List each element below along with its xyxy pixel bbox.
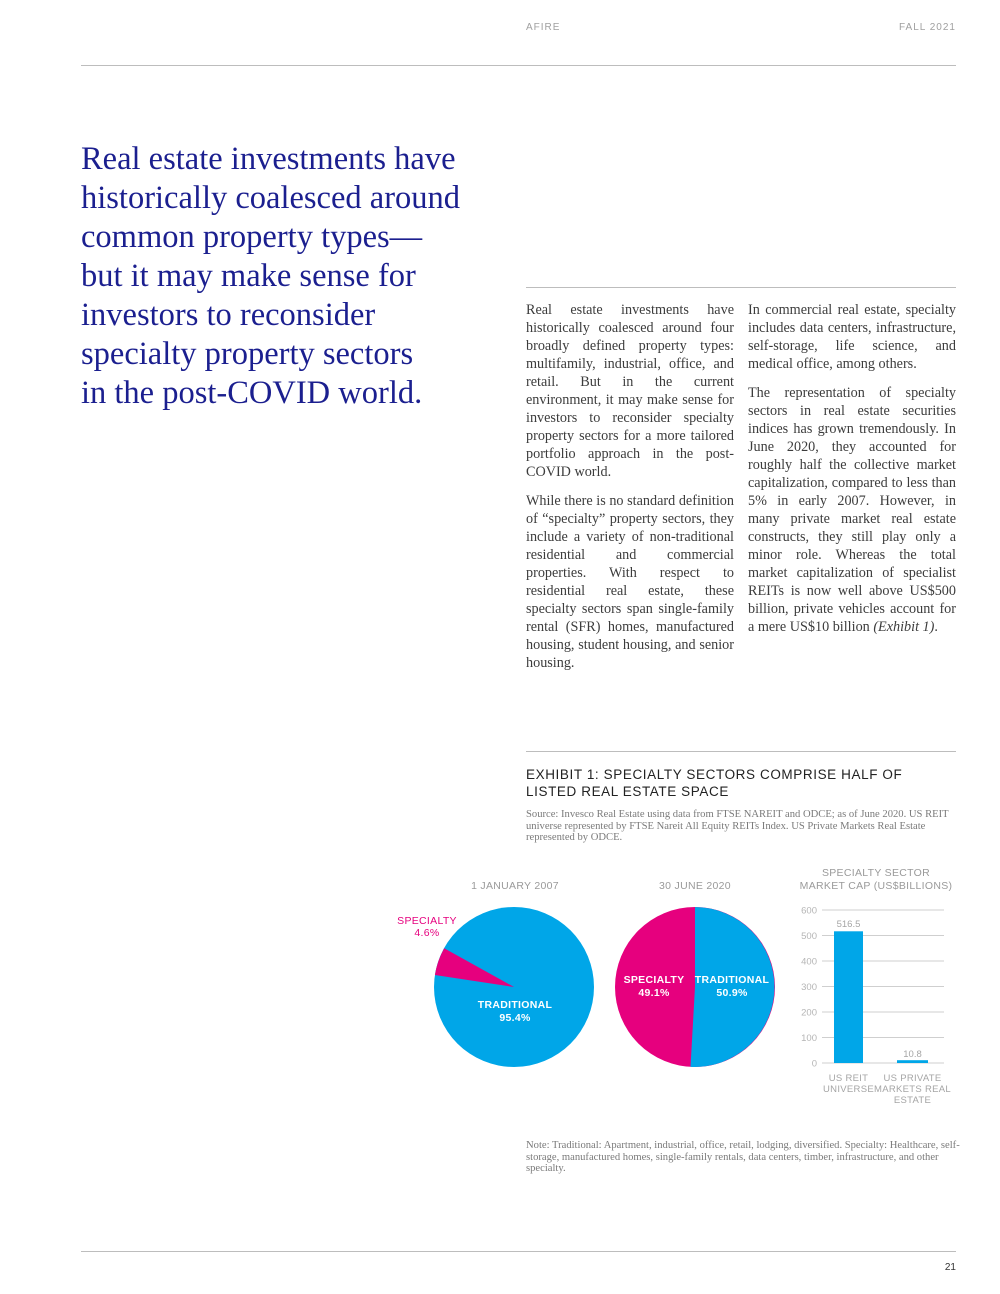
pie-2020-specialty-label: SPECIALTY 49.1%	[623, 974, 685, 999]
bar-us-private-markets	[897, 1060, 928, 1063]
pull-quote-line: in the post-COVID world.	[81, 375, 423, 411]
bar-chart-y-ticks	[801, 906, 817, 1070]
bar-value-label: 516.5	[836, 919, 861, 930]
bar-category-label: US REIT	[828, 1073, 869, 1084]
bar-chart-title: SPECIALTY SECTOR MARKET CAP (US$BILLIONS)	[799, 867, 953, 892]
publication-name: AFIRE	[526, 22, 561, 33]
svg-text:0: 0	[811, 1058, 817, 1070]
pull-quote	[81, 140, 521, 413]
body-paragraph: In commercial real estate, specialty includes data centers, infrastructure, self-storage, life science, and medical office, among others.	[748, 302, 956, 372]
pie-2007-title: 1 JANUARY 2007	[471, 880, 559, 892]
body-paragraph: Real estate investments have historically coalesced around four broadly defined property types: multifamily, industrial, office, and retail. But in the current environment, it may make sense for investors to reconsider specialty property sectors for a more tailored portfolio approach in the post-COVID world.	[526, 302, 734, 480]
page-number: 21	[944, 1262, 956, 1273]
bar-category-label: US PRIVATE	[883, 1073, 942, 1084]
svg-text:100: 100	[801, 1033, 817, 1044]
pie-2020-title: 30 JUNE 2020	[659, 880, 731, 892]
pull-quote-line: but it may make sense for	[81, 258, 416, 294]
bar-category-label: ESTATE	[893, 1095, 932, 1106]
body-paragraph: The representation of specialty sectors in real estate securities indices has grown tremendously. In June 2020, they accounted for roughly half the collective market capitalization, compared to less than 5% in early 2007. However, in many private market real estate constructs, they still play only a minor role. Whereas the total market capitalization of specialist REITs is now well above US$500 billion, private vehicles account for a mere US$10 billion (Exhibit 1).	[748, 385, 956, 635]
svg-text:200: 200	[801, 1007, 817, 1019]
pull-quote-line: investors to reconsider	[81, 297, 376, 333]
pull-quote-line: historically coalesced around	[81, 180, 461, 216]
exhibit-reference: (Exhibit 1)	[873, 619, 935, 635]
svg-text:400: 400	[801, 956, 817, 968]
bar-category-label: UNIVERSE	[823, 1084, 874, 1095]
svg-text:300: 300	[801, 982, 817, 993]
bar-us-reit-universe	[834, 931, 863, 1063]
footer-divider	[81, 1251, 956, 1252]
pie-2007-specialty-label: SPECIALTY 4.6%	[397, 915, 457, 939]
exhibit-title: EXHIBIT 1: SPECIALTY SECTORS COMPRISE HALF OF LISTED REAL ESTATE SPACE	[526, 767, 903, 799]
bar-value-label: 10.8	[903, 1049, 922, 1060]
pie-2020-traditional-label: TRADITIONAL 50.9%	[694, 974, 770, 999]
body-paragraph: While there is no standard definition of “specialty” property sectors, they include a variety of non-traditional residential and commercial properties. With respect to residential real estate, these specialty sectors span single-family rental (SFR) homes, manufactured housing, student housing, and senior housing.	[526, 493, 734, 671]
header-divider	[81, 65, 956, 66]
bar-chart	[790, 900, 960, 1110]
body-divider	[526, 287, 956, 288]
issue-label: FALL 2021	[898, 22, 956, 33]
pull-quote-line: Real estate investments have	[81, 141, 456, 177]
body-right-column	[748, 301, 956, 647]
pull-quote-line: common property types—	[81, 219, 423, 255]
body-left-column	[526, 301, 734, 683]
exhibit-divider	[526, 751, 956, 752]
pie-2007-traditional-label: TRADITIONAL 95.4%	[477, 999, 553, 1024]
svg-text:600: 600	[801, 905, 817, 917]
exhibit-source: Source: Invesco Real Estate using data from FTSE NAREIT and ODCE; as of June 2020. US REIT universe represented by FTSE Nareit All Equity REITs Index. US Private Markets Real Estate represented by ODCE.	[526, 809, 949, 843]
svg-text:500: 500	[801, 931, 817, 942]
exhibit-note: Note: Traditional: Apartment, industrial, office, retail, lodging, diversified. Specialty: Healthcare, self-storage, manufactured homes, single-family rentals, data centers, timber, infrastructure, and other specialty.	[526, 1140, 960, 1174]
pull-quote-line: specialty property sectors	[81, 336, 414, 372]
bar-category-label: MARKETS REAL	[874, 1084, 951, 1095]
